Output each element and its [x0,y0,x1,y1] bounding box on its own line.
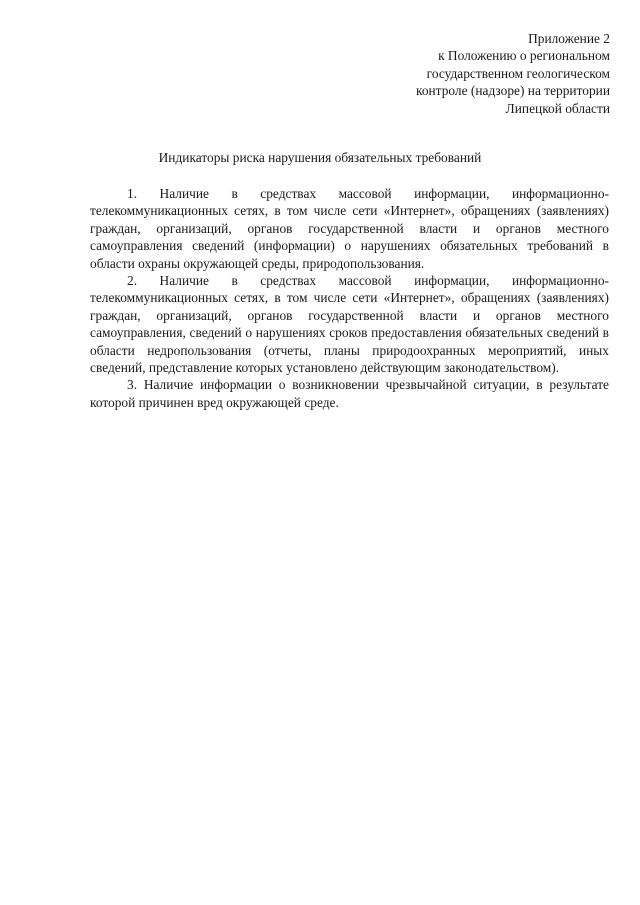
list-item-3: 3. Наличие информации о возникновении чрезвычайной ситуации, в результате которой причинен вред окружающей среде. [90,377,609,410]
appendix-line: контроле (надзоре) на территории [416,83,610,99]
appendix-line: к Положению о региональном [438,48,610,64]
appendix-line: Приложение 2 [528,31,610,46]
document-title: Индикаторы риска нарушения обязательных требований [158,150,482,165]
list-item-2: 2. Наличие в средствах массовой информации, информационно-телекоммуникационных сетях, в том числе сети «Интернет», обращениях (заявлениях) граждан, организаций, органов государственной власти и органов местного самоуправления, сведений о нарушениях сроков предоставления обязательных сведений в области недропользования (отчеты, планы природоохранных мероприятий, иных сведений, представление которых установлено действующим законодательством). [90,273,609,376]
appendix-line: государственном геологическом [426,65,610,81]
list-item-1: 1. Наличие в средствах массовой информации, информационно-телекоммуникационных сетях, в том числе сети «Интернет», обращениях (заявлениях) граждан, организаций, органов государственной власти и органов местного самоуправления сведений (информации) о нарушениях обязательных требований в области охраны окружающей среды, природопользования. [90,186,609,271]
appendix-header [310,30,610,117]
document-body [90,185,609,411]
appendix-line: Липецкой области [505,100,610,116]
